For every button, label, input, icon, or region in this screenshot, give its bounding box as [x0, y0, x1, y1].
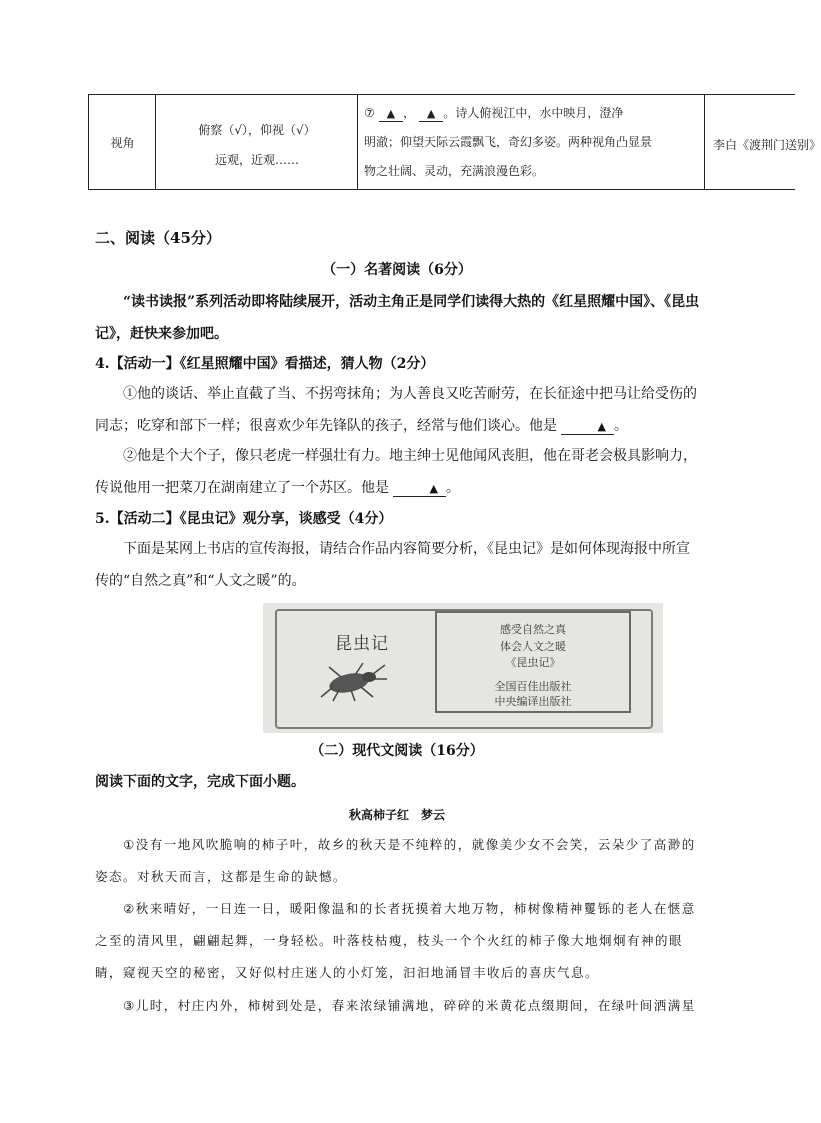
- article-paragraph-2: ②秋来晴好，一日连一日，暖阳像温和的长者抚摸着大地万物，柿树像精神矍铄的老人在惬意之至的清风里，翩翩起舞，一身轻松。叶落枝枯瘦，枝头一个个火红的柿子像大地炯炯有神的眼睛，窥视天空的秘密，又好似村庄迷人的小灯笼，汩汩地涌冒丰收后的喜庆气息。: [95, 901, 696, 980]
- item-1-text: ①他的谈话、举止直截了当、不拐弯抹角；为人善良又吃苦耐劳，在长征途中把马让给受伤的同志；吃穿和部下一样；很喜欢少年先锋队的孩子，经常与他们谈心。他是: [95, 386, 697, 434]
- section-title: 二、阅读（45分）: [95, 229, 221, 247]
- source-text: 李白《渡荆门送别》: [713, 138, 821, 152]
- article-title: 秋高柿子红 梦云: [348, 808, 445, 822]
- poster-publisher-1: 全国百佳出版社: [494, 680, 572, 693]
- article-paragraph-1: ①没有一地风吹脆响的柿子叶，故乡的秋天是不纯粹的，就像美少女不会笑，云朵少了高渺的姿态。对秋天而言，这都是生命的缺憾。: [95, 837, 696, 884]
- analysis-text: 。诗人俯视江中，水中映月，澄净: [443, 106, 624, 120]
- analysis-line-1: [364, 104, 623, 122]
- comparison-table-row: [88, 94, 821, 190]
- answer-blank[interactable]: ▲: [419, 106, 443, 122]
- poster-line-1: 感受自然之真: [500, 623, 566, 636]
- item-2-text: ②他是个大个子，像只老虎一样强壮有力。地主绅士见他闻风丧胆，他在哥老会极具影响力，传说他用一把菜刀在湖南建立了一个苏区。他是: [95, 448, 697, 496]
- reading-instruction: 阅读下面的文字，完成下面小题。: [95, 774, 305, 790]
- table-cell-analysis: [358, 95, 705, 189]
- beetle-icon: [311, 659, 391, 703]
- viewpoint-line-1: 俯察（√），仰视（√）: [198, 123, 316, 137]
- answer-blank[interactable]: ▲: [393, 481, 445, 497]
- answer-blank[interactable]: ▲: [379, 106, 403, 122]
- period: 。: [445, 480, 460, 496]
- question-4-item-2: [95, 440, 700, 504]
- item-number: ⑦: [364, 106, 375, 120]
- question-4-item-1: [95, 378, 700, 442]
- table-cell-viewpoints: [156, 95, 358, 189]
- poster-book-title: 昆虫记: [335, 634, 389, 654]
- period: 。: [613, 418, 628, 434]
- subsection-title: （一）名著阅读（6分）: [322, 262, 472, 278]
- viewpoint-line-2: 远观，近观……: [214, 153, 299, 167]
- article-paragraph-3: ③儿时，村庄内外，柿树到处是，春来浓绿铺满地，碎碎的米黄花点缀期间，在绿叶间洒满星: [123, 998, 696, 1013]
- subsection-title-2: （二）现代文阅读（16分）: [310, 743, 484, 759]
- question-5-body: 下面是某网上书店的宣传海报，请结合作品内容简要分析，《昆虫记》是如何体现海报中所宣传的“自然之真”和“人文之暖”的。: [95, 541, 690, 589]
- question-5-title: 5.【活动二】《昆虫记》观分享，谈感受（4分）: [95, 511, 393, 527]
- question-4-title: 4.【活动一】《红星照耀中国》看描述，猜人物（2分）: [95, 356, 435, 372]
- poster-line-3: 《昆虫记》: [505, 656, 561, 669]
- intro-paragraph: “读书读报”系列活动即将陆续展开，活动主角正是同学们读得大热的《红星照耀中国》、《昆虫记》，赶快来参加吧。: [95, 294, 700, 342]
- answer-blank[interactable]: ▲: [561, 419, 613, 435]
- poster-publisher-2: 中央编译出版社: [494, 695, 572, 708]
- cell-label: 视角: [110, 136, 135, 150]
- table-cell-source: [705, 95, 821, 189]
- table-cell-perspective: [89, 95, 156, 189]
- poster-line-2: 体会人文之暖: [500, 640, 566, 653]
- book-poster-image: [263, 603, 663, 733]
- separator: ，: [403, 106, 416, 120]
- analysis-line-2: 明澈；仰望天际云霞飘飞，奇幻多姿。两种视角凸显景: [364, 135, 653, 149]
- analysis-line-3: 物之壮阔、灵动，充满浪漫色彩。: [364, 164, 545, 178]
